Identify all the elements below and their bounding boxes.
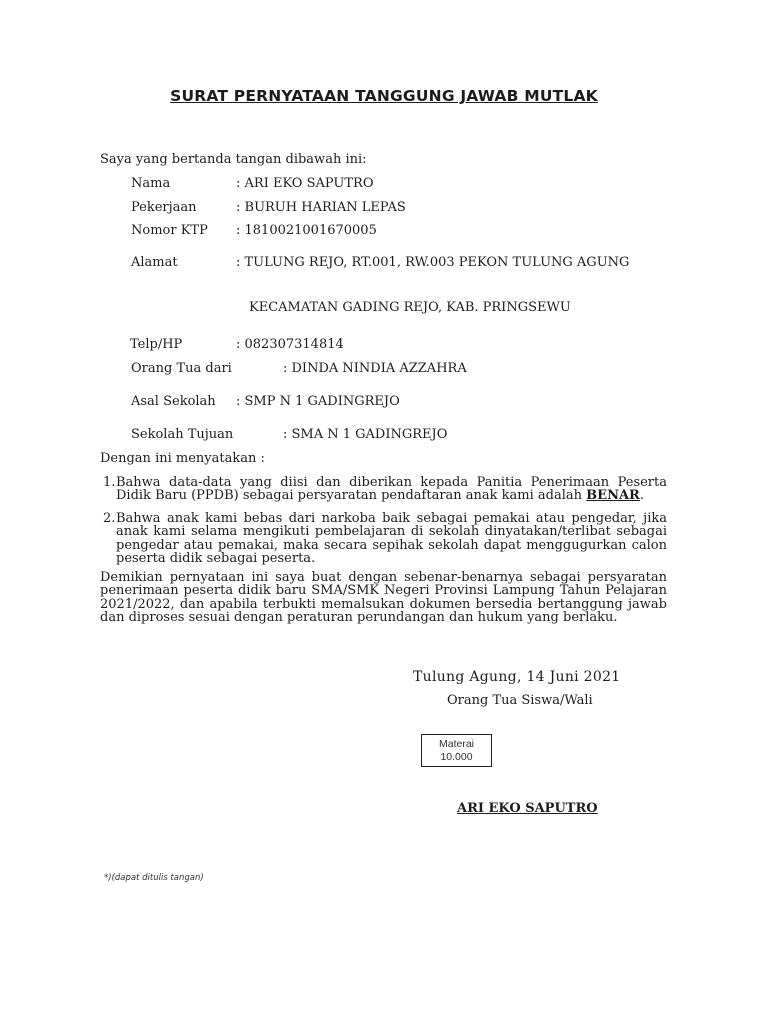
statement-1: [116, 476, 667, 503]
signer-name: ARI EKO SAPUTRO: [457, 801, 598, 816]
closing-paragraph: Demikian pernyataan ini saya buat dengan sebenar-benarnya sebagai persyaratan penerimaan peserta didik baru SMA/SMK Negeri Provinsi Lampung Tahun Pelajaran 2021/2022, dan apabila terbukti memalsukan dokumen bersedia bertanggung jawab dan diproses sesuai dengan peraturan perundangan dan hukum yang berlaku.: [100, 570, 667, 626]
document-title: SURAT PERNYATAAN TANGGUNG JAWAB MUTLAK: [170, 87, 598, 105]
field-label-ktp: Nomor KTP: [131, 223, 208, 238]
place-date: Tulung Agung, 14 Juni 2021: [413, 669, 621, 685]
field-value-ktp: : 1810021001670005: [236, 223, 377, 238]
statement-2-number: 2.: [103, 511, 116, 526]
stamp-line1: Materai: [438, 738, 474, 750]
field-label-pekerjaan: Pekerjaan: [131, 200, 197, 215]
field-label-telp: Telp/HP: [130, 337, 183, 352]
field-value-alamat: : TULUNG REJO, RT.001, RW.003 PEKON TULUNG AGUNG: [236, 255, 630, 270]
footnote: *)(dapat ditulis tangan): [104, 873, 204, 883]
statement-1-text: Bahwa data-data yang diisi dan diberikan kepada Panitia Penerimaan Peserta Didik Baru (PPDB) sebagai persyaratan pendaftaran anak kami adalah: [116, 475, 667, 504]
field-value-asal-sekolah: : SMP N 1 GADINGREJO: [236, 394, 400, 409]
declaration-heading: Dengan ini menyatakan :: [100, 451, 265, 466]
field-label-alamat: Alamat: [131, 255, 178, 270]
statement-1-number: 1.: [103, 475, 116, 490]
field-value-nama: : ARI EKO SAPUTRO: [236, 176, 374, 191]
field-value-alamat-line2: KECAMATAN GADING REJO, KAB. PRINGSEWU: [249, 300, 571, 315]
field-label-sekolah-tujuan: Sekolah Tujuan: [131, 427, 234, 442]
field-label-nama: Nama: [131, 176, 171, 191]
field-value-telp: : 082307314814: [236, 337, 344, 352]
field-value-sekolah-tujuan: : SMA N 1 GADINGREJO: [283, 427, 448, 442]
statement-1-emphasis: BENAR: [586, 488, 640, 504]
field-value-orang-tua: : DINDA NINDIA AZZAHRA: [283, 361, 467, 376]
field-label-asal-sekolah: Asal Sekolah: [131, 394, 216, 409]
signer-role: Orang Tua Siswa/Wali: [447, 693, 593, 708]
field-value-pekerjaan: : BURUH HARIAN LEPAS: [236, 200, 406, 215]
stamp-placeholder: [421, 734, 492, 767]
intro-text: Saya yang bertanda tangan dibawah ini:: [100, 152, 367, 167]
field-label-orang-tua: Orang Tua dari: [131, 361, 232, 376]
statement-2-text: Bahwa anak kami bebas dari narkoba baik sebagai pemakai atau pengedar, jika anak kami selama mengikuti pembelajaran di sekolah dinyatakan/terlibat sebagai pengedar atau pemakai, maka secara sepihak sekolah dapat menggugurkan calon peserta didik sebagai peserta.: [116, 511, 667, 567]
stamp-line2: 10.000: [440, 751, 473, 763]
statement-1-end: .: [639, 488, 644, 504]
